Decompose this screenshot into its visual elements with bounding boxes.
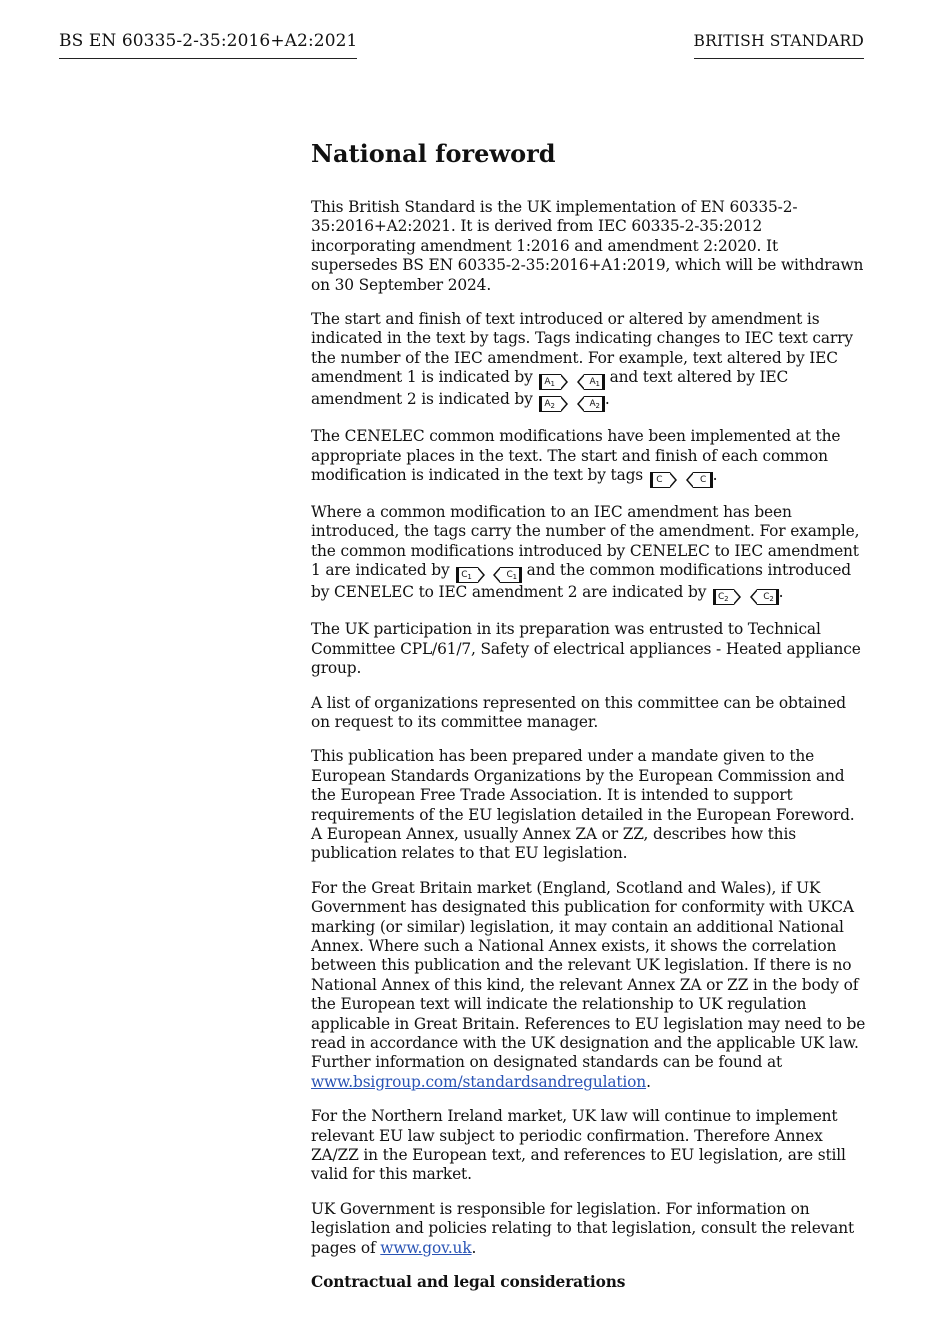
paragraph-amendment-tags [311, 310, 867, 412]
paragraph-text: and the common modifications introduced by CENELEC to IEC amendment 2 are indicated by [311, 561, 852, 602]
amendment-2-end-tag-icon: $A_2$ [584, 396, 605, 412]
paragraph-cenelec-modifications [311, 427, 867, 488]
common-mod-1-start-tag-icon: $C_1$ [456, 567, 477, 583]
main-content [311, 138, 867, 1307]
paragraph-implementation: This British Standard is the UK implementation of EN 60335-2-35:2016+A2:2021. It is derived from IEC 60335-2-35:2012 incorporating amendment 1:2016 and amendment 2:2020. It supersedes BS EN 60335-2-35:2016+A1:2019, which will be withdrawn on 30 September 2024. [311, 198, 864, 294]
paragraph-text: . [646, 1072, 651, 1091]
paragraph-text: . [604, 390, 610, 409]
paragraph-text: The CENELEC common modifications have been implemented at the appropriate places in the text. The start and finish of each common modification is indicated in the text by tags [311, 427, 841, 485]
paragraph-text: For the Great Britain market (England, Scotland and Wales), if UK Government has designated this publication for conformity with UKCA marking (or similar) legislation, it may contain an additional National Annex. Where such a National Annex exists, it shows the correlation between this publication and the relevant UK legislation. If there is no National Annex of this kind, the relevant Annex ZA or ZZ in the body of the European text will indicate the relationship to UK regulation applicable in Great Britain. References to EU legislation may need to be read in accordance with the UK designation and the applicable UK law. Further information on designated standards can be found at [311, 878, 866, 1072]
amendment-2-start-tag-icon: $A_2$ [539, 396, 560, 412]
paragraph-text: The start and finish of text introduced or altered by amendment is indicated in the text by tags. Tags indicating changes to IEC text carry the number of the IEC amendment. For example, text altered by IEC amendment 1 is indicated by [311, 310, 853, 387]
bsigroup-link[interactable]: www.bsigroup.com/standardsandregulation [311, 1072, 647, 1091]
paragraph-text: . [778, 583, 784, 602]
paragraph-committee-list: A list of organizations represented on this committee can be obtained on request to its committee manager. [311, 693, 846, 731]
common-mod-2-end-tag-icon: $C_2$ [757, 589, 778, 605]
amendment-1-end-tag-icon: $A_1$ [584, 374, 605, 390]
amendment-1-start-tag-icon: $A_1$ [539, 374, 560, 390]
page-title: National foreword [311, 139, 556, 168]
common-mod-1-end-tag-icon: $C_1$ [500, 567, 521, 583]
common-modification-start-tag-icon: C [650, 472, 670, 488]
paragraph-uk-government [311, 1200, 867, 1258]
paragraph-great-britain-market [311, 879, 867, 1092]
paragraph-common-modification-tags [311, 503, 867, 605]
paragraph-text: UK Government is responsible for legislation. For information on legislation and policies relating to that legislation, consult the relevant pages of [311, 1199, 855, 1257]
paragraph-text: . [471, 1238, 477, 1257]
standard-series-header: BRITISH STANDARD [694, 30, 865, 59]
paragraph-text: . [712, 466, 718, 485]
paragraph-eu-mandate: This publication has been prepared under a mandate given to the European Standards Organizations by the European Commission and the European Free Trade Association. It is intended to support requirements of the EU legislation detailed in the European Foreword. A European Annex, usually Annex ZA or ZZ, describes how this publication relates to that EU legislation. [311, 747, 855, 863]
paragraph-northern-ireland-market: For the Northern Ireland market, UK law will continue to implement relevant EU law subject to periodic confirmation. Therefore Annex ZA/ZZ in the European text, and references to EU legislation, are still valid for this market. [311, 1107, 846, 1184]
paragraph-uk-participation: The UK participation in its preparation was entrusted to Technical Committee CPL/61/7, Safety of electrical appliances - Heated appliance group. [311, 620, 861, 678]
section-subheading: Contractual and legal considerations [311, 1273, 626, 1292]
paragraph-text: and text altered by IEC amendment 2 is indicated by [311, 368, 789, 409]
paragraph-text: Where a common modification to an IEC amendment has been introduced, the tags carry the number of the amendment. For example, the common modifications introduced by CENELEC to IEC amendment 1 are indicated by [311, 503, 860, 580]
gov-uk-link[interactable]: www.gov.uk [380, 1238, 472, 1257]
document-id-header: BS EN 60335-2-35:2016+A2:2021 [59, 30, 357, 59]
common-mod-2-start-tag-icon: $C_2$ [713, 589, 734, 605]
common-modification-end-tag-icon: C [693, 472, 713, 488]
